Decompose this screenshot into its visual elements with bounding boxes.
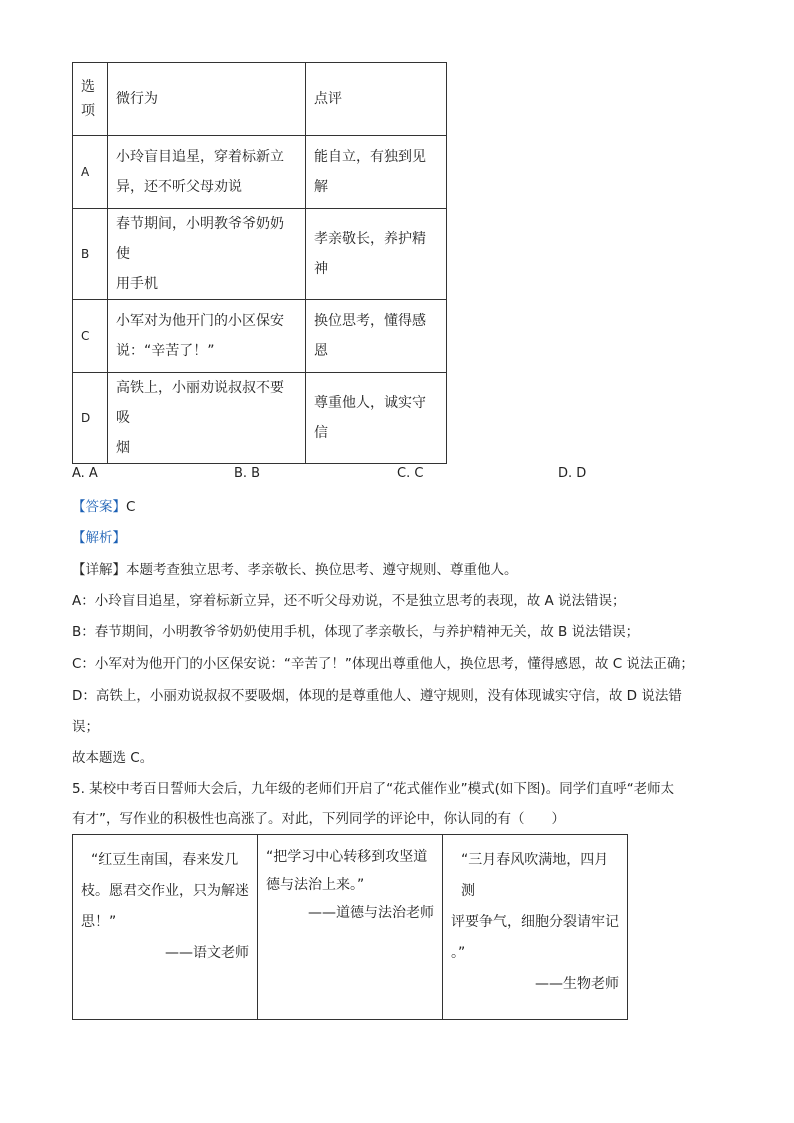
behavior-line: 异，还不听父母劝说 — [116, 179, 242, 195]
options-table — [72, 62, 447, 464]
detail-conclusion: 故本题选 C。 — [72, 750, 154, 766]
row-comment: 尊重他人，诚实守信 — [306, 373, 447, 464]
table-row — [73, 373, 447, 464]
header-comment: 点评 — [306, 63, 447, 136]
row-behavior — [108, 136, 306, 209]
row-behavior — [108, 209, 306, 300]
behavior-line: 说：“辛苦了！” — [116, 343, 215, 359]
table-row — [73, 300, 447, 373]
header-behavior: 微行为 — [108, 63, 306, 136]
quote-line: 枝。愿君交作业，只为解迷 — [81, 883, 249, 899]
table-row — [73, 136, 447, 209]
question5-line1: 5. 某校中考百日誓师大会后，九年级的老师们开启了“花式催作业”模式(如下图)。同学们直呼“老师太 — [72, 781, 675, 797]
behavior-line: 用手机 — [116, 276, 158, 292]
choice-d[interactable]: D. D — [558, 466, 587, 481]
detail-line-b: B：春节期间，小明教爷爷奶奶使用手机，体现了孝亲敬长，与养护精神无关，故 B 说法错误； — [72, 624, 640, 640]
analysis-label: 【解析】 — [72, 530, 126, 546]
row-behavior — [108, 373, 306, 464]
answer-line — [72, 497, 135, 517]
question5-line2: 有才”，写作业的积极性也高涨了。对此，下列同学的评论中，你认同的有（ ） — [72, 811, 565, 827]
detail-line-a: A：小玲盲目追星，穿着标新立异，还不听父母劝说，不是独立思考的表现，故 A 说法错误； — [72, 593, 626, 609]
quote-attribution: ——生物老师 — [535, 976, 619, 992]
detail-intro: 本题考查独立思考、孝亲敬长、换位思考、遵守规则、尊重他人。 — [126, 562, 518, 578]
row-option: B — [73, 209, 108, 300]
quote-cell-biology — [443, 835, 628, 1020]
behavior-line: 高铁上，小丽劝说叔叔不要吸 — [116, 380, 284, 426]
behavior-line: 烟 — [116, 440, 130, 456]
behavior-line: 小军对为他开门的小区保安 — [116, 313, 284, 329]
behavior-line: 小玲盲目追星，穿着标新立 — [116, 149, 284, 165]
header-option-char-1: 选 — [81, 79, 95, 95]
table-row — [73, 209, 447, 300]
quote-cell-chinese — [73, 835, 258, 1020]
row-comment: 换位思考，懂得感恩 — [306, 300, 447, 373]
header-option — [73, 63, 108, 136]
behavior-line: 春节期间，小明教爷爷奶奶使 — [116, 216, 284, 262]
row-behavior — [108, 300, 306, 373]
header-option-char-2: 项 — [81, 103, 95, 119]
quote-line: “三月春风吹满地，四月测 — [461, 852, 609, 899]
quote-line: 评要争气，细胞分裂请牢记 — [451, 914, 619, 930]
choice-b[interactable]: B. B — [234, 466, 261, 481]
detail-line-c: C：小军对为他开门的小区保安说：“辛苦了！”体现出尊重他人，换位思考，懂得感恩，故 C 说法正确； — [72, 656, 694, 672]
quote-attribution: ——语文老师 — [165, 945, 249, 961]
row-comment: 孝亲敬长，养护精神 — [306, 209, 447, 300]
detail-line-d2: 误； — [72, 719, 99, 735]
detail-intro-line — [72, 560, 518, 580]
row-option: A — [73, 136, 108, 209]
table-header-row — [73, 63, 447, 136]
choice-c[interactable]: C. C — [397, 466, 424, 481]
row-comment: 能自立，有独到见解 — [306, 136, 447, 209]
answer-label: 【答案】 — [72, 499, 126, 515]
choice-a[interactable]: A. A — [72, 466, 98, 481]
quote-line: “把学习中心转移到攻坚道 — [266, 849, 428, 865]
quote-line: 思！” — [81, 914, 117, 930]
answer-choices — [72, 466, 712, 488]
row-option: C — [73, 300, 108, 373]
quote-line: 德与法治上来。” — [266, 877, 365, 893]
quote-attribution: ——道德与法治老师 — [308, 905, 434, 921]
detail-label: 【详解】 — [72, 562, 126, 578]
answer-value: C — [126, 499, 136, 515]
quotes-row — [73, 835, 628, 1020]
quotes-table — [72, 834, 628, 1020]
quote-line: “红豆生南国，春来发几 — [91, 852, 239, 868]
analysis-line — [72, 528, 126, 548]
quote-line: 。” — [451, 945, 466, 961]
detail-line-d1: D：高铁上，小丽劝说叔叔不要吸烟，体现的是尊重他人、遵守规则，没有体现诚实守信，故 D 说法错 — [72, 688, 682, 704]
quote-cell-morality — [258, 835, 443, 1020]
row-option: D — [73, 373, 108, 464]
